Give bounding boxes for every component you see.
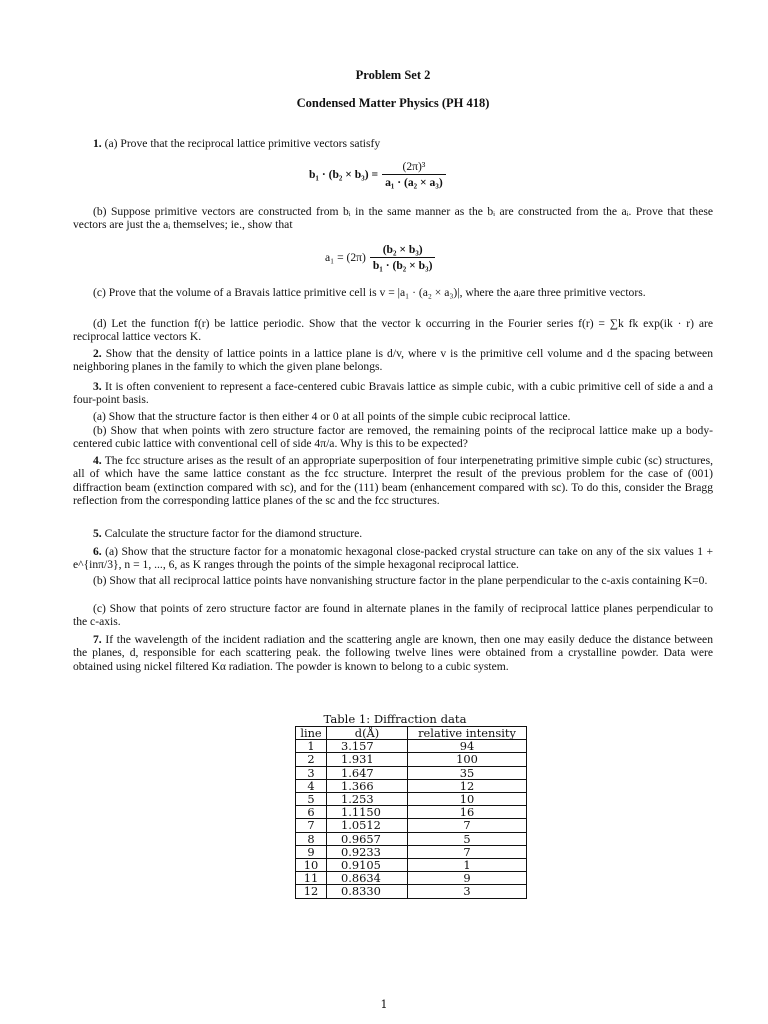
table-row	[296, 766, 527, 779]
table-row	[296, 845, 527, 858]
problem-1a	[73, 137, 713, 150]
cell-line: 3	[296, 766, 327, 779]
cell-intensity: 7	[408, 819, 527, 832]
cell-d: 1.931	[327, 753, 408, 766]
table-row	[296, 885, 527, 898]
problem-text: Show that the density of lattice points in a lattice plane is d/v, where v is the primitive cell volume and d the spacing between neighboring planes in the family to which the given plane belongs.	[73, 347, 713, 374]
problem-1c: (c) Prove that the volume of a Bravais lattice primitive cell is v = |a₁ · (a₂ × a₃)|, where the aᵢare three primitive vectors.	[93, 286, 646, 299]
problem-set-title: Problem Set 2	[355, 68, 431, 82]
cell-line: 5	[296, 793, 327, 806]
problem-number: 3.	[93, 380, 102, 393]
table-row	[296, 806, 527, 819]
problem-6a	[73, 545, 713, 572]
cell-d: 0.8634	[327, 872, 408, 885]
cell-d: 1.253	[327, 793, 408, 806]
cell-intensity: 7	[408, 845, 527, 858]
fraction-numerator: (2π)³	[402, 160, 426, 173]
cell-intensity: 16	[408, 806, 527, 819]
cell-intensity: 94	[408, 740, 527, 753]
cell-intensity: 12	[408, 779, 527, 792]
cell-intensity: 100	[408, 753, 527, 766]
table-row	[296, 832, 527, 845]
cell-intensity: 9	[408, 872, 527, 885]
table-caption: Table 1: Diffraction data	[323, 712, 467, 726]
problem-number: 2.	[93, 347, 102, 360]
problem-3b: (b) Show that when points with zero structure factor are removed, the remaining points of the reciprocal lattice make up a body-centered cubic lattice with conventional cell of side 4π/a. Why is this to be expected?	[73, 424, 713, 451]
problem-text: (a) Show that the structure factor for a monatomic hexagonal close-packed crystal structure can take on any of the six values 1 + e^{inπ/3}, n = 1, ..., 6, as K ranges through the points of the simple hexagonal reciprocal lattice.	[73, 545, 713, 572]
cell-intensity: 35	[408, 766, 527, 779]
cell-intensity: 3	[408, 885, 527, 898]
problem-2	[73, 347, 713, 374]
table-header-row	[296, 727, 527, 740]
problem-4	[73, 454, 713, 508]
table-row	[296, 753, 527, 766]
cell-d: 3.157	[327, 740, 408, 753]
diffraction-table	[295, 726, 527, 899]
cell-d: 1.1150	[327, 806, 408, 819]
cell-line: 1	[296, 740, 327, 753]
cell-line: 12	[296, 885, 327, 898]
problem-number: 4.	[93, 454, 102, 467]
equation-lhs: a₁ = (2π)	[325, 251, 366, 265]
cell-line: 8	[296, 832, 327, 845]
equation-lhs: b₁ · (b₂ × b₃) =	[309, 168, 379, 182]
fraction-numerator: (b₂ × b₃)	[382, 243, 423, 256]
problem-number: 5.	[93, 527, 102, 540]
cell-d: 1.647	[327, 766, 408, 779]
cell-line: 7	[296, 819, 327, 832]
problem-7	[73, 633, 713, 673]
problem-text: The fcc structure arises as the result of an appropriate superposition of four interpenetrating primitive simple cubic (sc) structures, all of which have the same lattice constant as the fcc structure. Interpret the result of the previous problem for the case of (001) diffraction beam (extinction compared with sc), and for the (111) beam (enhancement compared with sc). To do this, consider the Bragg reflection from the corresponding lattice planes of the sc and the fcc structures.	[73, 454, 713, 508]
equation-fraction	[370, 243, 436, 273]
cell-d: 0.9233	[327, 845, 408, 858]
table-row	[296, 793, 527, 806]
column-header-d: d(Å)	[327, 727, 408, 740]
table-row	[296, 779, 527, 792]
cell-line: 11	[296, 872, 327, 885]
cell-d: 0.9105	[327, 859, 408, 872]
problem-number: 7.	[93, 633, 102, 646]
cell-line: 6	[296, 806, 327, 819]
problem-1b: (b) Suppose primitive vectors are constructed from bᵢ in the same manner as the bᵢ are constructed from the aᵢ. Prove that these vectors are just the aᵢ themselves; ie., show that	[73, 205, 713, 232]
problem-text: If the wavelength of the incident radiation and the scattering angle are known, then one may easily deduce the distance between the planes, d, responsible for each scattering peak. the following twelve lines were obtained from a crystalline powder. Data were obtained using nickel filtered Kα radiation. The powder is known to belong to a cubic system.	[73, 633, 713, 673]
course-title: Condensed Matter Physics (PH 418)	[296, 96, 490, 110]
column-header-line: line	[296, 727, 327, 740]
table-row	[296, 872, 527, 885]
cell-d: 0.8330	[327, 885, 408, 898]
table-row	[296, 819, 527, 832]
equation-2	[73, 243, 713, 279]
table-row	[296, 740, 527, 753]
cell-intensity: 5	[408, 832, 527, 845]
cell-line: 10	[296, 859, 327, 872]
problem-5	[73, 527, 713, 540]
cell-line: 9	[296, 845, 327, 858]
page-number: 1	[380, 998, 388, 1011]
cell-intensity: 1	[408, 859, 527, 872]
cell-d: 1.0512	[327, 819, 408, 832]
cell-line: 4	[296, 779, 327, 792]
problem-text: Calculate the structure factor for the diamond structure.	[104, 527, 363, 540]
equation-1	[73, 160, 713, 196]
cell-d: 0.9657	[327, 832, 408, 845]
problem-1d: (d) Let the function f(r) be lattice periodic. Show that the vector k occurring in the Fourier series f(r) = ∑k fk exp(ik · r) are reciprocal lattice vectors K.	[73, 317, 713, 344]
fraction-denominator: a₁ · (a₂ × a₃)	[382, 174, 446, 189]
problem-number: 1.	[93, 137, 102, 150]
cell-d: 1.366	[327, 779, 408, 792]
fraction-denominator: b₁ · (b₂ × b₃)	[370, 257, 436, 272]
problem-3	[73, 380, 713, 407]
problem-text: (a) Prove that the reciprocal lattice primitive vectors satisfy	[104, 137, 381, 150]
problem-6c: (c) Show that points of zero structure factor are found in alternate planes in the family of reciprocal lattice planes perpendicular to the c-axis.	[73, 602, 713, 629]
problem-6b: (b) Show that all reciprocal lattice points have nonvanishing structure factor in the plane perpendicular to the c-axis containing K=0.	[93, 574, 708, 587]
problem-number: 6.	[93, 545, 102, 558]
cell-line: 2	[296, 753, 327, 766]
equation-fraction	[382, 160, 446, 190]
column-header-intensity: relative intensity	[408, 727, 527, 740]
cell-intensity: 10	[408, 793, 527, 806]
problem-text: It is often convenient to represent a face-centered cubic Bravais lattice as simple cubic, with a cubic primitive cell of side a and a four-point basis.	[73, 380, 713, 407]
problem-3a: (a) Show that the structure factor is then either 4 or 0 at all points of the simple cubic reciprocal lattice.	[93, 410, 571, 423]
table-row	[296, 859, 527, 872]
